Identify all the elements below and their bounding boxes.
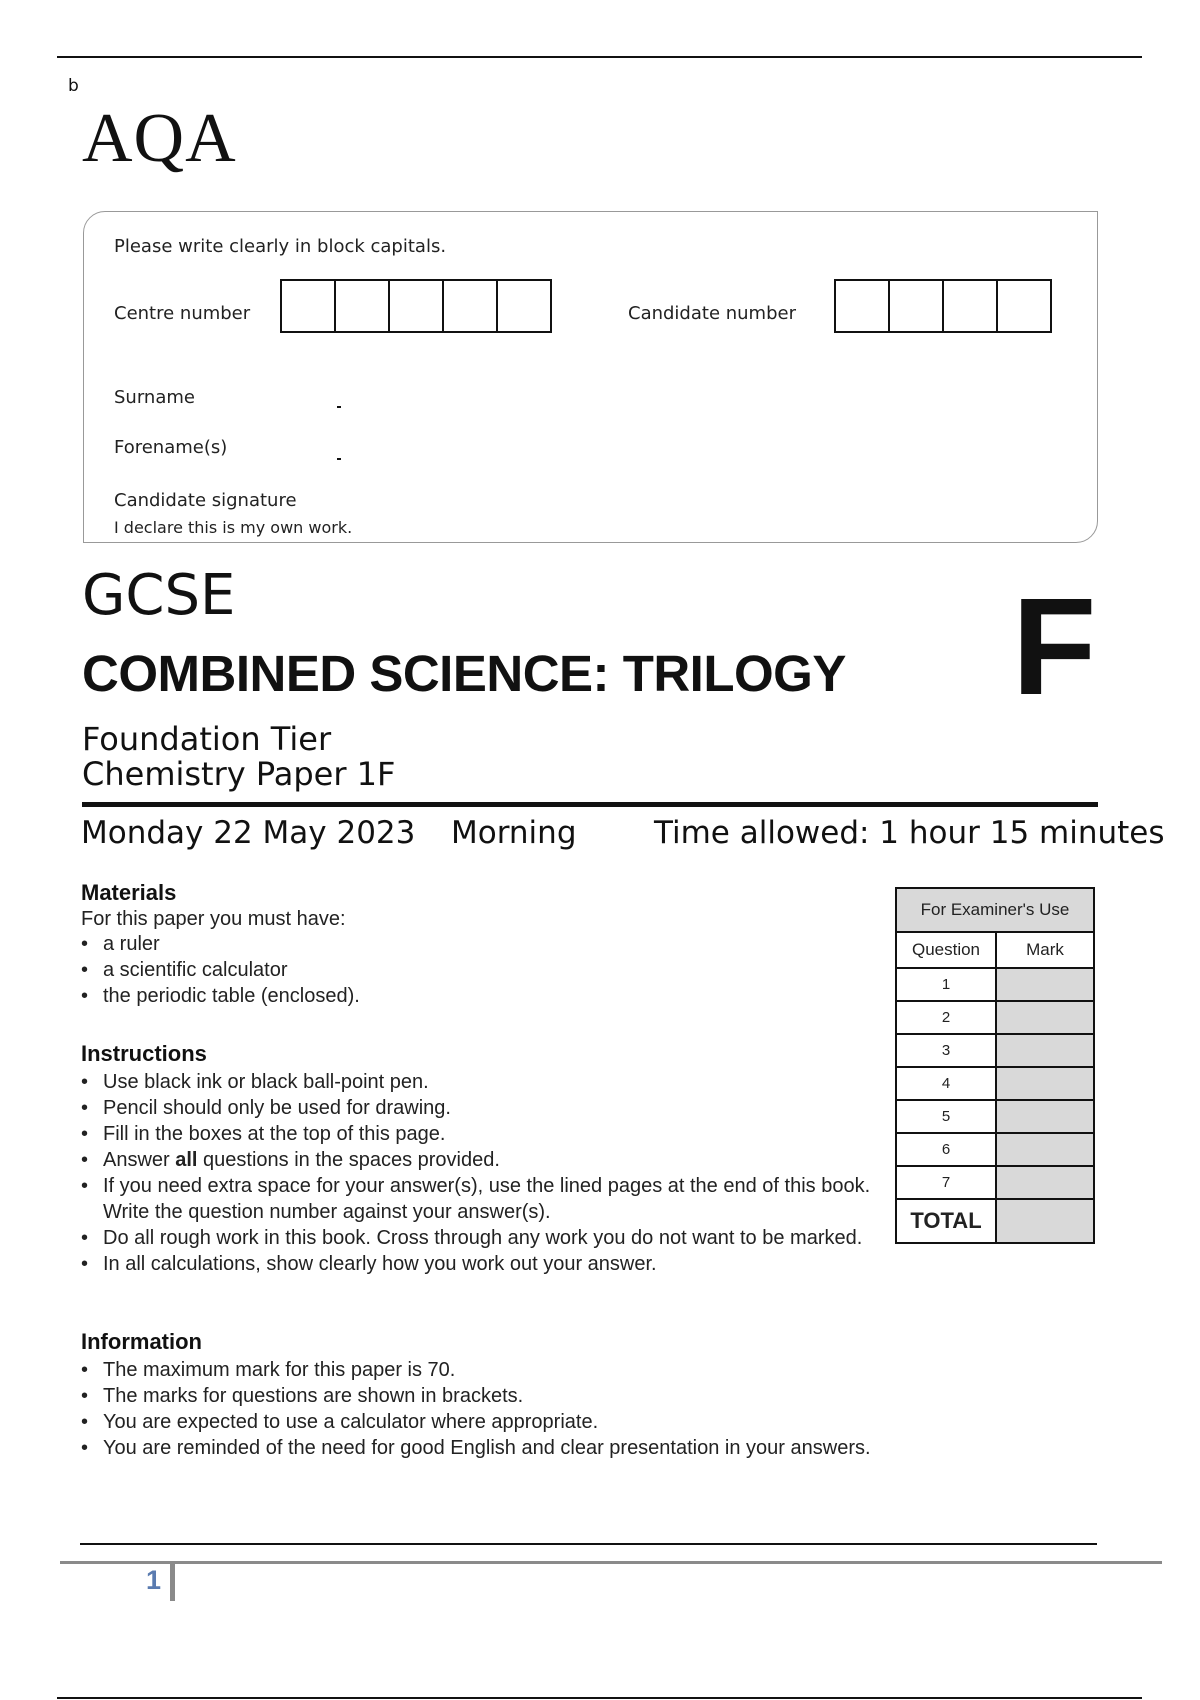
- centre-number-field[interactable]: [280, 279, 552, 333]
- list-item: • a ruler: [81, 931, 881, 957]
- exam-date: Monday 22 May 2023: [81, 815, 416, 851]
- list-item: • Pencil should only be used for drawing.: [81, 1095, 881, 1121]
- list-item: • Use black ink or black ball-point pen.: [81, 1069, 881, 1095]
- list-item: • the periodic table (enclosed).: [81, 983, 881, 1009]
- block-capitals-instruction: Please write clearly in block capitals.: [114, 236, 447, 257]
- candidate-number-digit[interactable]: [888, 279, 944, 333]
- surname-field[interactable]: [337, 406, 341, 408]
- list-item: • Do all rough work in this book. Cross through any work you do not want to be marked.: [81, 1225, 883, 1251]
- list-item: • You are expected to use a calculator where appropriate.: [81, 1409, 1081, 1435]
- materials-list: [81, 931, 881, 1009]
- aqa-logo: AQA: [82, 100, 237, 177]
- mark-cell[interactable]: [996, 1067, 1094, 1100]
- candidate-number-label: Candidate number: [628, 303, 796, 324]
- paper-title: Chemistry Paper 1F: [82, 755, 396, 793]
- question-number: 1: [896, 968, 996, 1001]
- list-item: • In all calculations, show clearly how you work out your answer.: [81, 1251, 881, 1277]
- question-number: 2: [896, 1001, 996, 1034]
- page-footer-band: [60, 1561, 1162, 1564]
- signature-label: Candidate signature: [114, 490, 297, 511]
- list-item: • The marks for questions are shown in brackets.: [81, 1383, 1081, 1409]
- mark-cell[interactable]: [996, 1100, 1094, 1133]
- page-number: 1: [146, 1565, 162, 1595]
- answer-pre: Answer: [103, 1149, 176, 1171]
- footer-rule: [80, 1543, 1097, 1545]
- mark-cell[interactable]: [996, 1133, 1094, 1166]
- mark-cell[interactable]: [996, 968, 1094, 1001]
- answer-post: questions in the spaces provided.: [197, 1149, 500, 1171]
- instructions-section: [81, 1041, 881, 1277]
- qualification-title: GCSE: [82, 563, 236, 628]
- centre-number-digit[interactable]: [334, 279, 390, 333]
- centre-number-label: Centre number: [114, 303, 251, 324]
- question-number: 6: [896, 1133, 996, 1166]
- title-divider: [82, 802, 1098, 807]
- examiner-use-table: [895, 887, 1095, 1244]
- list-item: • a scientific calculator: [81, 957, 881, 983]
- candidate-number-digit[interactable]: [942, 279, 998, 333]
- candidate-number-digit[interactable]: [834, 279, 890, 333]
- centre-number-digit[interactable]: [280, 279, 336, 333]
- forenames-label: Forename(s): [114, 437, 228, 458]
- list-item: • You are reminded of the need for good English and clear presentation in your answers.: [81, 1435, 1081, 1461]
- total-label: TOTAL: [896, 1199, 996, 1243]
- instructions-heading: Instructions: [81, 1041, 207, 1066]
- bottom-rule: [57, 1697, 1142, 1699]
- mark-cell[interactable]: [996, 1034, 1094, 1067]
- candidate-number-field[interactable]: [834, 279, 1052, 333]
- forenames-field[interactable]: [337, 458, 341, 460]
- information-heading: Information: [81, 1329, 202, 1354]
- list-item: • Fill in the boxes at the top of this page.: [81, 1121, 881, 1147]
- time-allowed: Time allowed: 1 hour 15 minutes: [654, 815, 1165, 851]
- answer-emphasis: all: [175, 1149, 198, 1171]
- materials-heading: Materials: [81, 880, 177, 905]
- centre-number-digit[interactable]: [442, 279, 498, 333]
- question-number: 3: [896, 1034, 996, 1067]
- question-column-header: Question: [896, 932, 996, 968]
- tier-letter: F: [1012, 570, 1097, 724]
- candidate-number-digit[interactable]: [996, 279, 1052, 333]
- subject-title: COMBINED SCIENCE: TRILOGY: [82, 645, 846, 702]
- list-item: [81, 1147, 881, 1173]
- exam-session: Morning: [451, 815, 577, 851]
- question-number: 4: [896, 1067, 996, 1100]
- mark-cell[interactable]: [996, 1166, 1094, 1199]
- question-number: 7: [896, 1166, 996, 1199]
- centre-number-digit[interactable]: [388, 279, 444, 333]
- page-number-bar: [170, 1563, 175, 1601]
- list-item: • If you need extra space for your answer(s), use the lined pages at the end of this book. Write the question number against your answer(s).: [81, 1173, 883, 1225]
- question-number: 5: [896, 1100, 996, 1133]
- tier-title: Foundation Tier: [82, 720, 332, 758]
- centre-number-digit[interactable]: [496, 279, 552, 333]
- information-list: [81, 1357, 1081, 1461]
- list-item: • The maximum mark for this paper is 70.: [81, 1357, 1081, 1383]
- declaration-text: I declare this is my own work.: [114, 518, 353, 537]
- information-section: [81, 1329, 1081, 1461]
- total-mark-cell[interactable]: [996, 1199, 1094, 1243]
- instructions-list: [81, 1069, 881, 1277]
- corner-mark: b: [68, 76, 79, 96]
- mark-cell[interactable]: [996, 1001, 1094, 1034]
- materials-intro: For this paper you must have:: [81, 908, 346, 930]
- mark-column-header: Mark: [996, 932, 1094, 968]
- examiner-table-title: For Examiner's Use: [896, 888, 1094, 932]
- materials-section: [81, 880, 881, 1009]
- top-rule: [57, 56, 1142, 58]
- surname-label: Surname: [114, 387, 195, 408]
